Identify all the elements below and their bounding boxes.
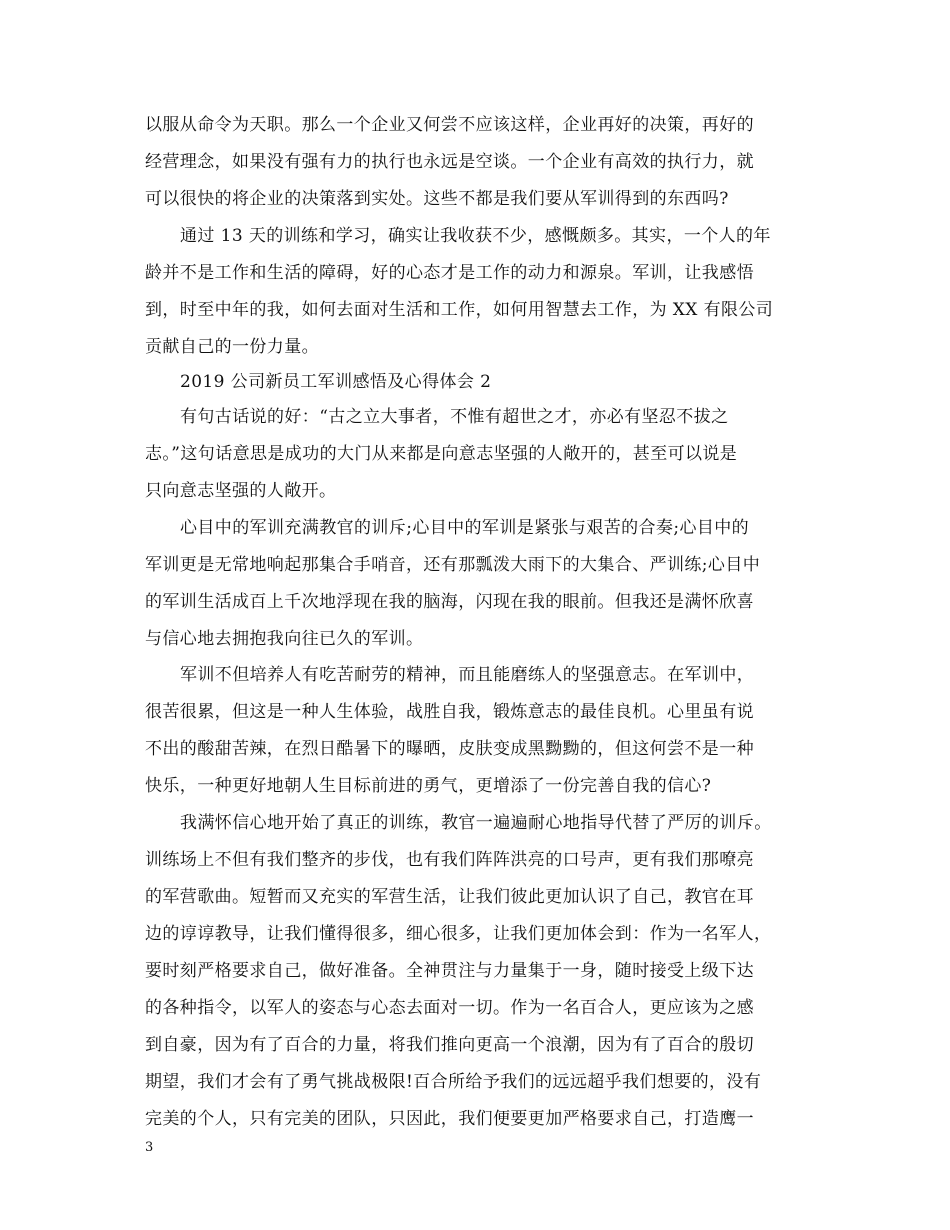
paragraph-first-line: 有句古话说的好：“古之立大事者，不惟有超世之才，亦必有坚忍不拔之 xyxy=(180,407,729,427)
page-number: 3 xyxy=(145,1140,154,1155)
text-line: 经营理念，如果没有强有力的执行也永远是空谈。一个企业有高效的执行力，就 xyxy=(145,152,754,172)
text-line: 到自豪，因为有了百合的力量，将我们推向更高一个浪潮，因为有了百合的殷切 xyxy=(145,1035,754,1055)
text-line: 志。”这句话意思是成功的大门从来都是向意志坚强的人敞开的，甚至可以说是 xyxy=(145,444,738,464)
text-line: 只向意志坚强的人敞开。 xyxy=(145,481,337,501)
text-line: 的军训生活成百上千次地浮现在我的脑海，闪现在我的眼前。但我还是满怀欣喜 xyxy=(145,592,754,612)
text-line: 要时刻严格要求自己，做好准备。全神贯注与力量集于一身，随时接受上级下达 xyxy=(145,961,754,981)
paragraph-first-line: 我满怀信心地开始了真正的训练，教官一遍遍耐心地指导代替了严厉的训斥。 xyxy=(180,813,772,833)
text-line: 很苦很累，但这是一种人生体验，战胜自我，锻炼意志的最佳良机。心里虽有说 xyxy=(145,702,754,722)
text-line: 完美的个人，只有完美的团队，只因此，我们便要更加严格要求自己，打造鹰一 xyxy=(145,1109,754,1129)
text-line: 到，时至中年的我，如何去面对生活和工作，如何用智慧去工作，为 XX 有限公司 xyxy=(145,300,774,320)
text-line: 与信心地去拥抱我向往已久的军训。 xyxy=(145,629,424,649)
text-line: 可以很快的将企业的决策落到实处。这些不都是我们要从军训得到的东西吗? xyxy=(145,189,729,209)
text-line: 龄并不是工作和生活的障碍，好的心态才是工作的动力和源泉。军训，让我感悟 xyxy=(145,263,754,283)
paragraph-first-line: 通过 13 天的训练和学习，确实让我收获不少，感慨颇多。其实，一个人的年 xyxy=(180,226,771,246)
text-line: 的各种指令，以军人的姿态与心态去面对一切。作为一名百合人，更应该为之感 xyxy=(145,998,754,1018)
text-line: 不出的酸甜苦辣，在烈日酷暑下的曝晒，皮肤变成黑黝黝的，但这何尝不是一种 xyxy=(145,739,754,759)
text-line: 边的谆谆教导，让我们懂得很多，细心很多，让我们更加体会到：作为一名军人， xyxy=(145,924,772,944)
text-line: 快乐，一种更好地朝人生目标前进的勇气，更增添了一份完善自我的信心? xyxy=(145,776,712,796)
section-heading: 2019 公司新员工军训感悟及心得体会 2 xyxy=(180,372,492,392)
text-line: 贡献自己的一份力量。 xyxy=(145,337,319,357)
text-line: 训练场上不但有我们整齐的步伐，也有我们阵阵洪亮的口号声，更有我们那嘹亮 xyxy=(145,850,754,870)
text-line: 以服从命令为天职。那么一个企业又何尝不应该这样，企业再好的决策，再好的 xyxy=(145,115,754,135)
text-line: 期望，我们才会有了勇气挑战极限!百合所给予我们的远远超乎我们想要的，没有 xyxy=(145,1072,762,1092)
text-line: 军训更是无常地响起那集合手哨音，还有那瓢泼大雨下的大集合、严训练;心目中 xyxy=(145,555,761,575)
paragraph-first-line: 心目中的军训充满教官的训斥;心目中的军训是紧张与艰苦的合奏;心目中的 xyxy=(180,518,750,538)
text-line: 的军营歌曲。短暂而又充实的军营生活，让我们彼此更加认识了自己，教官在耳 xyxy=(145,887,754,907)
paragraph-first-line: 军训不但培养人有吃苦耐劳的精神，而且能磨练人的坚强意志。在军训中， xyxy=(180,665,755,685)
